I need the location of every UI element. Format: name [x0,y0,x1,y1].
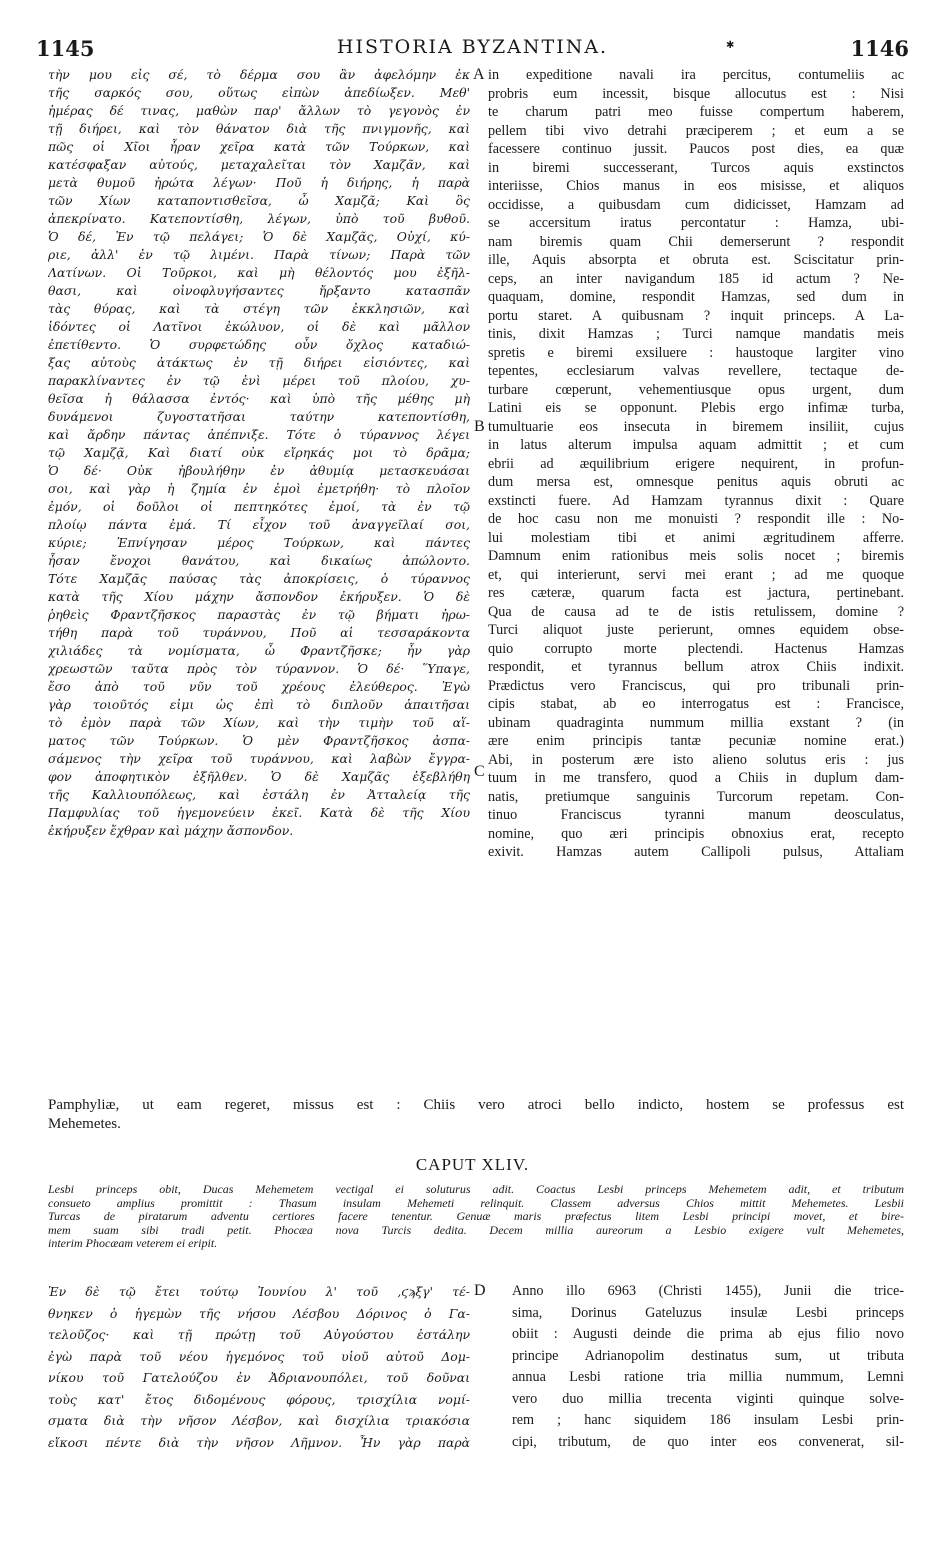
greek-text-line: Ὁ δέ, Ἐν τῷ πελάγει; Ὁ δὲ Χαμζᾶς, Οὐχί, κύ- [48,229,470,244]
latin-text-line: et, qui interierunt, servi mei erant ; ad me quoque [488,566,904,583]
latin-text-line: tumultuarie eos insecuta in biremem insiliit, cujus [488,418,904,435]
latin-text-line: in latus alterum impulsa aquam admittit ; et cum [488,437,904,453]
latin-text-line: natis, pretiumque sanguinis Turcorum repetam. Con- [488,788,904,805]
latin-text-line: Qua de causa ad te de istis retulissem, domine ? [488,603,904,620]
latin-text-line: cipi, tributum, de quo inter eos convenerat, sil- [512,1433,904,1450]
greek-text-line: Ὁ δέ· Οὐκ ἠβουλήθην ἐν ἀθυμίᾳ μετασκευάσαι [48,463,470,478]
latin-text-line: de hoc casu non me monuisti ? respondit ille : No- [488,511,904,527]
greek-text-line: ῥηθεὶς Φραντζῆσκος παραστὰς ἐν τῷ βήματι ἠρω- [48,607,470,622]
latin-text-line: Pamphyliæ, ut eam regeret, missus est : Chiis vero atroci bello indicto, hostem se professus est [48,1097,904,1113]
greek-text-line: ματος τῶν Τούρκων. Ὁ μὲν Φραντζῆσκος ἀσπα- [48,733,470,748]
latin-text-line: principe Adrianopolim destinatus sum, ut tributa [512,1347,904,1364]
latin-text-line: tinis, dixit Hamzas ; Turci namque mandatis meis [488,326,904,342]
latin-text-line: nam biremis quam Chii demerserunt ? respondit [488,233,904,250]
column-marker-a: A [473,66,485,83]
greek-text-line: Ἐν δὲ τῷ ἔτει τούτῳ Ἰουνίου λ' τοῦ ,ϛϡξγ' τέ- [48,1284,470,1299]
greek-text-line: τῷ Χαμζᾷ, Καὶ διατί οὐκ εἴρηκάς μοι τὸ δρᾶμα; [48,445,470,460]
greek-text-line: παρακλίναντες ἐν τῷ ἑνὶ μέρει τοῦ πλοίου, χυ- [48,373,470,388]
greek-text-line: ἐπετίθεντο. Ὁ συρφετώδης οὖν ὄχλος καταδιώ- [48,337,470,352]
greek-text-line: ἦσαν ἔνοχοι θανάτου, καὶ δικαίως ἀπώλοντο. [48,553,470,568]
greek-text-line: εἴκοσι πέντε διὰ τὴν νῆσον Λῆμνον. Ἦν γὰρ παρὰ [48,1434,470,1450]
latin-text-line: portu staret. A quibusnam ? inquit princeps. A La- [488,307,904,324]
greek-text-line: τὰς θύρας, καὶ τὰ στέγη τῶν ἐκκλησιῶν, καὶ [48,301,470,316]
latin-text-line: Turci aliquot juste perierunt, omnes equidem obse- [488,622,904,638]
latin-text-line: ære enim principis tantæ pecuniæ nomine erat.) [488,733,904,749]
latin-text-line: tepentes, ecclesiarum valvas revellere, tectaque de- [488,363,904,379]
latin-text-line: in expeditione navali ira percitus, contumeliis ac [488,67,904,83]
latin-text-line: obiit : Augusti deinde die prima ab ejus filio novo [512,1326,904,1342]
latin-text-line: pellem tibi vivo detrahi præciperem ; et eum a se [488,122,904,139]
asterisk-mark: ✱ [726,40,735,51]
greek-text-line: ἔσο ἀπὸ τοῦ νῦν τοῦ χρέους ἐλεύθερος. Ἐγὼ [48,679,470,694]
latin-text-line: te charum patri meo fuisse compertum haberem, [488,104,904,120]
greek-text-line: τήθη παρὰ τοῦ τυράννου, Ποῦ αἱ τεσσαράκοντα [48,625,470,640]
latin-text-line: Anno illo 6963 (Christi 1455), Junii die trice- [512,1283,904,1299]
latin-text-line: ceps, an inter navigandum 185 id actum ? Ne- [488,270,904,287]
greek-text-line: ἰδόντες οἱ Λατῖνοι ἐκώλυον, οἱ δὲ καὶ μᾶλλον [48,319,470,334]
latin-text-line: ille, Aquis absorpta et obruta est. Sciscitatur prin- [488,252,904,268]
column-marker-b: B [474,418,485,435]
greek-text-line: θνηκεν ὁ ἡγεμὼν τῆς νήσου Λέσβου Δόρινος ὁ Γα- [48,1305,470,1321]
greek-text-line: καὶ ἄρδην πάντας ἀπέπνιξε. Τότε ὁ τύραννος λέγει [48,427,470,442]
greek-text-line: ἡμέρας δέ τινας, μαθὼν παρ' ἄλλων τὸ γεγονὸς ἐν [48,103,470,118]
greek-text-line: τῆς σαρκός σου, οὕτως εἰπὼν ἀπεδίωξεν. Μεθ' [48,85,470,100]
latin-text-line: in biremi successerant, Turcos aquis exstinctos [488,159,904,176]
chapter-title: CAPUT XLIV. [415,1155,530,1174]
latin-text-line: cipis stabat, ab eo interrogatus est : Francisce, [488,696,904,712]
latin-text-line: vero duo millia trecenta viginti quinque solve- [512,1390,904,1407]
greek-text-line: κύριε; Ἐπνίγησαν μέρος Τούρκων, καὶ πάντες [48,535,470,550]
latin-text-line: quaquam, domine, respondit Hamzas, sed dum in [488,289,904,305]
latin-full-width-text [48,1096,904,1134]
page-number-right: 1146 [850,36,909,61]
latin-text-line: Mehemetes. [48,1116,121,1132]
greek-text-line: μετὰ θυμοῦ ἠρώτα λέγων· Ποῦ ἡ διήρης, ἡ παρὰ [48,175,470,190]
greek-text-line: χιλιάδες τὰ νομίσματα, ὦ Φραντζῆσκε; ἦν γὰρ [48,643,470,658]
latin-text-line: spretis e biremi exsiluere : haustoque largiter vino [488,344,904,361]
latin-text-line: nomine, quo æri principis obnoxius erat, recepto [488,825,904,842]
column-marker-d: D [474,1282,486,1299]
greek-text-line: θασι, καὶ οἰνοφλυγήσαντες ἤρξαντο κατασπᾶν [48,283,470,298]
argument-line: mem suam sibi tradi petit. Phocæa nova Turcis dedita. Decem millia aureorum a Lesbio exigere vult Mehemetes, [48,1222,904,1237]
latin-text-line: exivit. Hamzas autem Callipoli pulsus, Attaliam [488,844,904,860]
latin-text-line: se accersitum iratus percontatur : Hamza, ubi- [488,215,904,231]
greek-text-line: σματα διὰ τὴν νῆσον Λέσβον, καὶ δισχίλια τριακόσια [48,1413,470,1428]
latin-text-line: exstincti fuere. Ad Hamzam tyrannus dixit : Quare [488,492,904,509]
greek-text-line: Τότε Χαμζᾶς παύσας τὰς ἀποκρίσεις, ὁ τύραννος [48,571,470,586]
argument-line: consueto amplius promittit : Thasum insulam Mehemeti relinquit. Classem adversus Chios mittit Mehemetes. Lesbii [48,1195,904,1210]
latin-text-line: occidisse, a quibusdam cum didicisset, Hamzam ad [488,196,904,213]
latin-text-line: ubinam quadraginta nummum millia exstant ? (in [488,714,904,731]
greek-text-line: θεῖσα ἡ θάλασσα ἐντός· καὶ ὑπὸ τῆς μέθης μὴ [48,391,470,406]
greek-text-line: τὴν μου εἰς σέ, τὸ δέρμα σου ἂν ἀφελόμην ἐκ [48,67,470,82]
latin-column-top [488,66,904,862]
latin-text-line: Abi, in posterum ære isto alieno solutus eris : jus [488,751,904,768]
latin-text-line: res cæteræ, quarum facta est jactura, pertinebant. [488,585,904,601]
latin-text-line: Latini eis se opponunt. Plebis ergo infimæ turba, [488,400,904,416]
greek-text-line: ἐκήρυξεν ἔχθραν καὶ μάχην ἄσπονδον. [48,823,294,838]
greek-text-line: τοὺς κατ' ἔτος διδομένους φόρους, τρισχίλια νομί- [48,1391,470,1407]
argument-line: Lesbi princeps obit, Ducas Mehemetem vectigal ei soluturus adit. Coactus Lesbi princeps Mehemetem adit, et tributum [48,1182,904,1196]
latin-text-line: tinuo Franciscus tyranni manum deosculatus, [488,807,904,823]
latin-text-line: dum mersa est, omnesque penitus aquis obruti ac [488,474,904,490]
greek-text-line: τῇ διήρει, καὶ τὸν θάνατον διὰ τῆς πνιγμονῆς, καὶ [48,121,470,136]
greek-text-line: νίκου τοῦ Γατελούζου ἐν Ἀδριανουπόλει, τοῦ δοῦναι [48,1370,470,1385]
latin-text-line: turbare cœperunt, vehementiusque opus urgent, dum [488,381,904,398]
greek-text-line: τῶν Χίων καταποντισθεῖσα, ὦ Χαμζᾶ; Καὶ ὃς [48,193,470,208]
greek-text-line: πῶς οἱ Χῖοι ἦραν χεῖρα κατὰ τῶν Τούρκων, καὶ [48,139,470,154]
latin-text-line: sima, Dorinus Gateluzus insulæ Lesbi princeps [512,1304,904,1321]
latin-text-line: interiisse, Chios manus in eos misisse, et aliquos [488,178,904,194]
greek-text-line: χρεωστῶν ταῦτα πρὸς τὸν τύραννον. Ὁ δέ· Ὕπαγε, [48,661,470,676]
latin-text-line: tuum in me transfero, quod a Chiis in duplum dam- [488,770,904,786]
latin-text-line: Damnum enim rationibus meis solis nocet ; biremis [488,548,904,564]
latin-text-line: Prædictus vero Franciscus, qui pro tribunali prin- [488,677,904,694]
greek-text-line: τῆς Καλλιουπόλεως, καὶ ἐστάλη ἐν Ἀτταλείᾳ τῆς [48,787,470,802]
latin-text-line: quio corrupto morte plectendi. Hactenus Hamzas [488,640,904,657]
greek-text-line: σάμενος τὴν χεῖρα τοῦ τυράννου, καὶ λαβὼν ἔγγρα- [48,751,470,766]
greek-text-line: ἀπεκρίνατο. Κατεποντίσθη, λέγων, ὑπὸ τοῦ βυθοῦ. [48,211,470,226]
latin-text-line: ebrii ad æquilibrium erigere nequirent, in profun- [488,455,904,472]
argument-line: interim Phocæam veterem ei eripit. [48,1236,218,1250]
greek-text-line: πλοίῳ πάντα ἐμά. Τί εἶχον τοῦ ἀναγγεῖλαί σοι, [48,517,470,532]
greek-text-line: σοι, καὶ γὰρ ἡ ζημία ἐν ἐμοὶ ἐμετρήθη· τὸ πλοῖον [48,481,470,496]
greek-text-line: ἐμόν, οἱ δοῦλοι οἱ πεπτηκότες ἐμοί, τὰ ἐν τῷ [48,499,470,514]
page-header [36,36,909,62]
greek-column-bottom [48,1281,470,1453]
latin-text-line: lui molestiam tibi et animi ægritudinem afferre. [488,529,904,546]
greek-column-top [48,66,470,840]
greek-text-line: ριε, ἀλλ' ἐν τῷ λιμένι. Παρὰ τίνων; Παρὰ τῶν [48,247,470,262]
greek-text-line: φον ἀποφητικὸν ἐξῆλθεν. Ὁ δὲ Χαμζᾶς ἐξεβλήθη [48,769,470,784]
greek-text-line: γὰρ τοιοῦτός εἰμι ὡς ἐπὶ τὸ διπλοῦν ἀπαιτῆσαι [48,697,470,712]
latin-column-bottom [512,1281,904,1453]
greek-text-line: τελοῦζος· καὶ τῇ πρώτῃ τοῦ Αὐγούστου ἐστάλην [48,1327,470,1342]
chapter-argument [48,1183,904,1251]
greek-text-line: ξας αὐτοὺς ἀτάκτως ἐν τῇ διήρει εἰσιόντες, καὶ [48,355,470,370]
greek-text-line: δυνάμενοι ζυγοστατῆσαι ταύτην κατεποντίσθη, [48,409,470,424]
greek-text-line: κατέσφαξαν αὐτούς, μεταχαλεῖται τὸν Χαμζᾶν, καὶ [48,157,470,172]
column-marker-c: C [474,763,485,780]
latin-text-line: annua Lesbi ratione tria millia nummum, Lemni [512,1369,904,1385]
latin-text-line: facessere continuo jussit. Paucos post dies, ea quæ [488,141,904,157]
running-title: HISTORIA BYZANTINA. [336,36,609,58]
greek-text-line: Λατίνων. Οἱ Τοῦρκοι, καὶ μὴ θέλοντός μου ἐξῆλ- [48,265,470,280]
latin-text-line: respondit, et tyrannus bellum atrox Chiis indixit. [488,659,904,675]
greek-text-line: ἐγὼ παρὰ τοῦ νέου ἡγεμόνος τοῦ υἱοῦ αὐτοῦ Δομ- [48,1348,470,1364]
latin-text-line: rem ; hanc siquidem 186 insulam Lesbi prin- [512,1412,904,1428]
page-number-left: 1145 [36,36,95,61]
argument-line: Turcas de piratarum adventu certiores facere tenentur. Genuæ maris præfectus litem Lesbi principi movet, et bire- [48,1209,904,1223]
greek-text-line: κατὰ τῆς Χίου μάχην ἄσπονδον ἐκήρυξεν. Ὁ δὲ [48,589,470,604]
latin-text-line: probris eum incessit, bisque allocutus est : Nisi [488,85,904,102]
greek-text-line: Παμφυλίας τοῦ ἡγεμονεύειν ἐκεῖ. Κατὰ δὲ τῆς Χίου [48,805,470,820]
greek-text-line: τὸ ἐμὸν παρὰ τῶν Χίων, καὶ τὴν τιμὴν τοῦ αἵ- [48,715,470,730]
